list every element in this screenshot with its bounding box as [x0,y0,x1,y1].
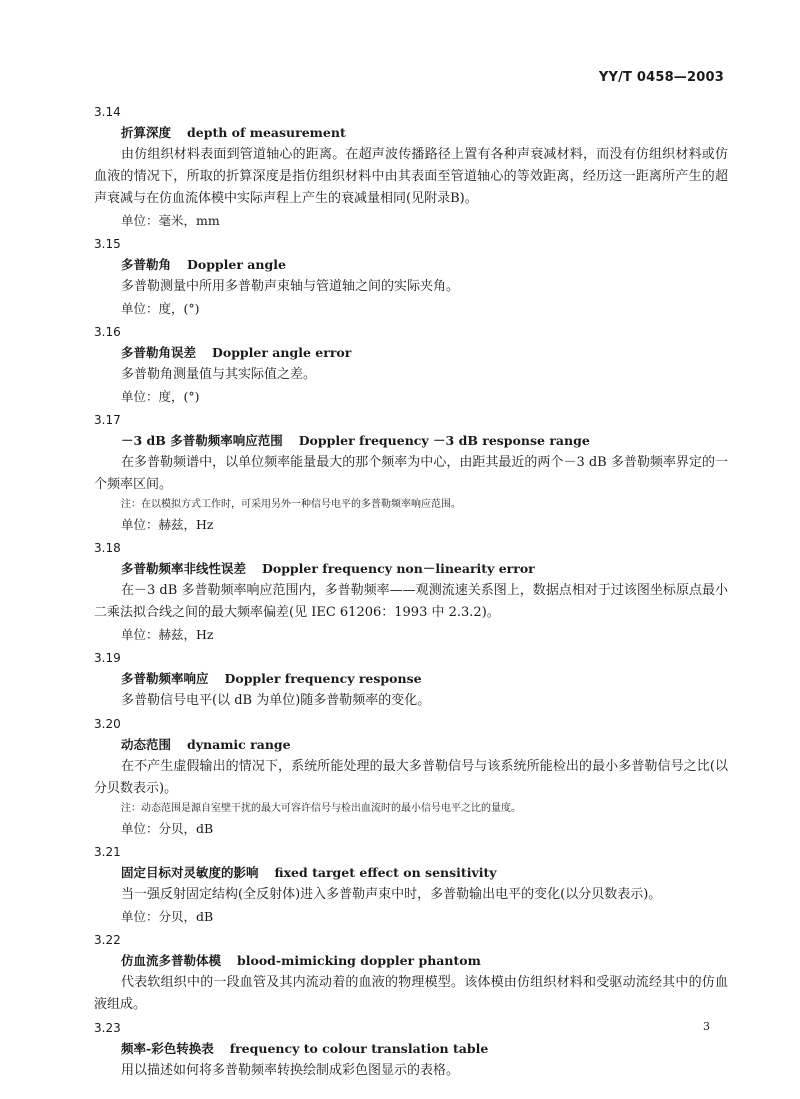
section-number: 3.19 [94,651,121,665]
term-heading [94,668,728,690]
term-heading [94,342,728,364]
term-heading [94,1038,728,1060]
term-english: fixed target effect on sensitivity [274,865,497,880]
term-english: Doppler angle [187,257,286,272]
unit-text: 单位：分贝，dB [121,909,214,924]
section-number: 3.22 [94,933,121,947]
term-chinese: 折算深度 [121,125,172,140]
section-number: 3.15 [94,237,121,251]
section-number: 3.18 [94,541,121,555]
definition-text: 多普勒测量中所用多普勒声束轴与管道轴之间的实际夹角。 [121,279,460,294]
term-heading [94,254,728,276]
term-heading [94,734,728,756]
definition-text: 用以描述如何将多普勒频率转换绘制成彩色图显示的表格。 [121,1063,460,1078]
standard-code: YY/T 0458—2003 [598,70,724,85]
term-english: dynamic range [187,737,291,752]
section-number: 3.14 [94,105,121,119]
term-heading [94,430,728,452]
term-heading [94,862,728,884]
term-english: Doppler frequency response [224,671,422,686]
section-number: 3.23 [94,1021,121,1035]
definition-text: 多普勒角测量值与其实际值之差。 [121,367,317,382]
term-chinese: 固定目标对灵敏度的影响 [121,865,259,880]
definition-text: 代表软组织中的一段血管及其内流动着的血液的物理模型。该体模由仿组织材料和受驱动流经其中的仿血液组成。 [94,975,728,1012]
term-chinese: 频率-彩色转换表 [121,1041,214,1056]
definition-text: 在不产生虚假输出的情况下，系统所能处理的最大多普勒信号与该系统所能检出的最小多普勒信号之比(以分贝数表示)。 [94,759,728,796]
section [94,648,728,712]
definition-text: 在－3 dB 多普勒频率响应范围内，多普勒频率——观测流速关系图上，数据点相对于过该图坐标原点最小二乘法拟合线之间的最大频率偏差(见 IEC 61206：1993 中 2.3.2)。 [94,583,728,620]
term-heading [94,122,728,144]
section [94,102,728,232]
term-english: Doppler angle error [212,345,352,360]
section-number: 3.17 [94,413,121,427]
unit-text: 单位：赫兹，Hz [121,517,214,532]
page-number: 3 [703,1020,710,1033]
term-chinese: 仿血流多普勒体模 [121,953,222,968]
unit-text: 单位：度，(°) [121,389,200,404]
section [94,842,728,928]
term-chinese: 多普勒频率非线性误差 [121,561,247,576]
definition-text: 多普勒信号电平(以 dB 为单位)随多普勒频率的变化。 [121,693,431,708]
term-chinese: 多普勒角 [121,257,172,272]
section [94,1018,728,1082]
note-text: 注：在以模拟方式工作时，可采用另外一种信号电平的多普勒频率响应范围。 [121,499,461,510]
term-chinese: 多普勒角误差 [121,345,197,360]
document-body [94,100,728,1082]
term-chinese: 多普勒频率响应 [121,671,209,686]
note-text: 注：动态范围是源自室壁干扰的最大可容许信号与检出血流时的最小信号电平之比的量度。 [121,803,521,814]
section [94,322,728,408]
definition-text: 在多普勒频谱中，以单位频率能量最大的那个频率为中心，由距其最近的两个－3 dB 多普勒频率界定的一个频率区间。 [94,455,728,492]
term-english: frequency to colour translation table [229,1041,489,1056]
section [94,714,728,840]
unit-text: 单位：度，(°) [121,301,200,316]
term-heading [94,950,728,972]
term-chinese: 动态范围 [121,737,172,752]
unit-text: 单位：毫米，mm [121,213,220,228]
definition-text: 由仿组织材料表面到管道轴心的距离。在超声波传播路径上置有各种声衰减材料，而没有仿组织材料或仿血液的情况下，所取的折算深度是指仿组织材料中由其表面至管道轴心的等效距离，经历这一距离所产生的超声衰减与在仿血流体模中实际声程上产生的衰减量相同(见附录B)。 [94,147,728,206]
section-number: 3.20 [94,717,121,731]
term-english: depth of measurement [187,125,346,140]
section [94,538,728,646]
term-heading [94,558,728,580]
unit-text: 单位：赫兹，Hz [121,627,214,642]
term-english: Doppler frequency non－linearity error [262,561,535,576]
term-english: Doppler frequency －3 dB response range [298,433,590,448]
section [94,410,728,536]
definition-text: 当一强反射固定结构(全反射体)进入多普勒声束中时，多普勒输出电平的变化(以分贝数表示)。 [121,887,662,902]
section-number: 3.21 [94,845,121,859]
section [94,930,728,1016]
section [94,234,728,320]
term-english: blood-mimicking doppler phantom [237,953,481,968]
unit-text: 单位：分贝，dB [121,821,214,836]
term-chinese: －3 dB 多普勒频率响应范围 [121,433,283,448]
section-number: 3.16 [94,325,121,339]
